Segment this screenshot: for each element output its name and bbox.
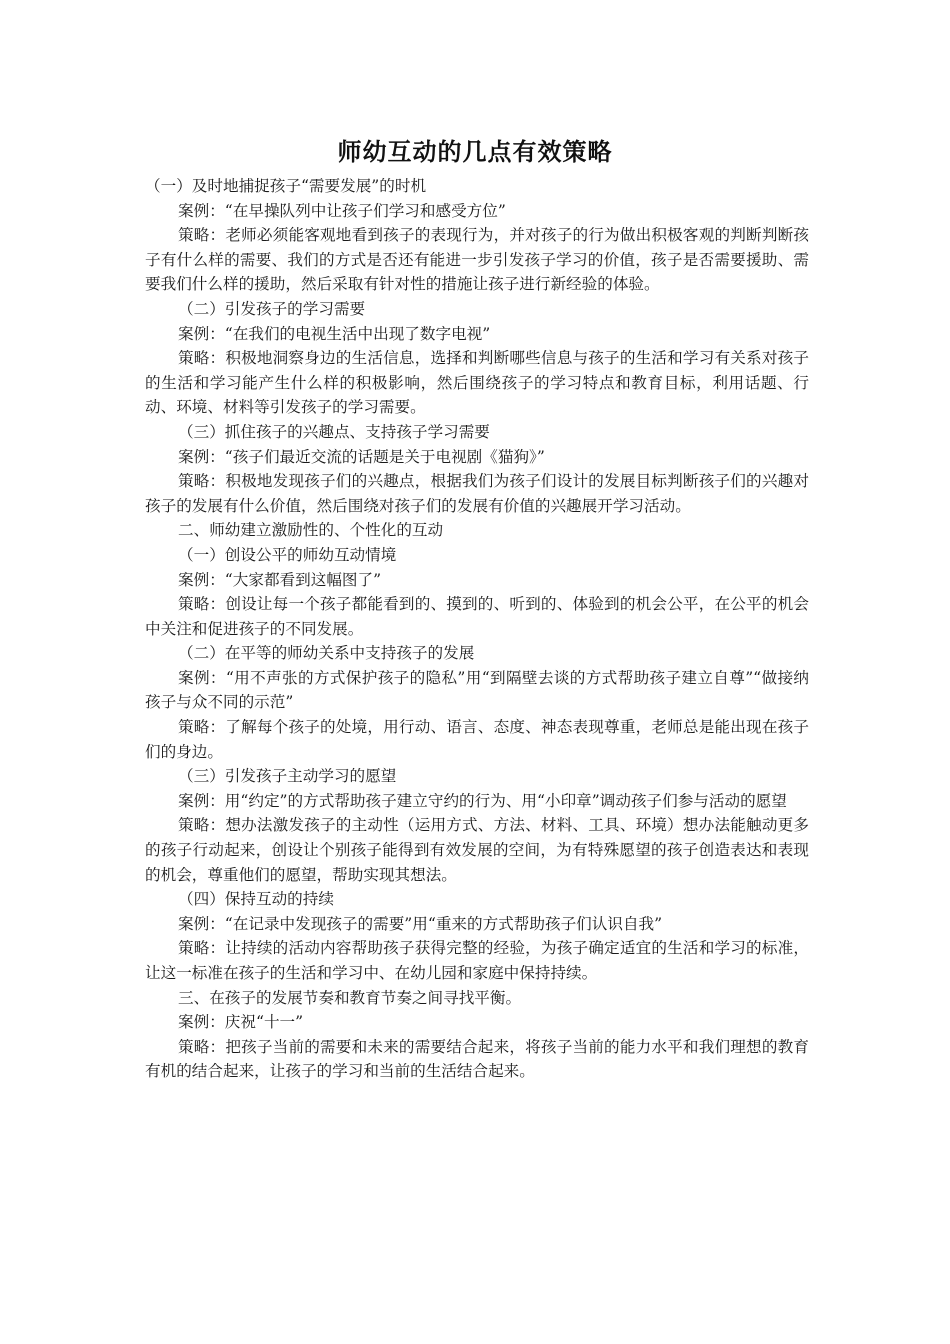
paragraph: 策略：让持续的活动内容帮助孩子获得完整的经验，为孩子确定适宜的生活和学习的标准，让这一标准在孩子的生活和学习中、在幼儿园和家庭中保持持续。 [145,939,809,982]
paragraph: 策略：创设让每一个孩子都能看到的、摸到的、听到的、体验到的机会公平，在公平的机会中关注和促进孩子的不同发展。 [145,595,809,638]
paragraph: 案例：“大家都看到这幅图了” [178,570,382,589]
paragraph: 策略：积极地发现孩子们的兴趣点，根据我们为孩子们设计的发展目标判断孩子们的兴趣对孩子的发展有什么价值，然后围绕对孩子们的发展有价值的兴趣展开学习活动。 [145,472,809,515]
paragraph: 策略：老师必须能客观地看到孩子的表现行为，并对孩子的行为做出积极客观的判断判断孩子有什么样的需要、我们的方式是否还有能进一步引发孩子学习的价值，孩子是否需要援助、需要我们什么样的援助，然后采取有针对性的措施让孩子进行新经验的体验。 [145,226,809,294]
paragraph: （三）抓住孩子的兴趣点、支持孩子学习需要 [178,422,490,441]
paragraph: （一）创设公平的师幼互动情境 [178,545,397,564]
paragraph: 策略：了解每个孩子的处境，用行动、语言、态度、神态表现尊重，老师总是能出现在孩子们的身边。 [145,718,809,761]
paragraph: （三）引发孩子主动学习的愿望 [178,767,397,786]
document-title: 师幼互动的几点有效策略 [337,137,613,166]
paragraph: 案例：“在我们的电视生活中出现了数字电视” [178,324,491,343]
paragraph: （二）引发孩子的学习需要 [178,299,366,318]
paragraph: （二）在平等的师幼关系中支持孩子的发展 [178,644,475,663]
paragraph: （一）及时地捕捉孩子“需要发展”的时机 [145,177,427,195]
paragraph: 案例：庆祝“十一” [178,1013,304,1032]
paragraph: 策略：把孩子当前的需要和未来的需要结合起来，将孩子当前的能力水平和我们理想的教育有机的结合起来，让孩子的学习和当前的生活结合起来。 [145,1037,809,1081]
paragraph: 二、师幼建立激励性的、个性化的互动 [178,521,444,540]
paragraph: 案例：“在早操队列中让孩子们学习和感受方位” [178,201,506,220]
paragraph: 案例：用“约定”的方式帮助孩子建立守约的行为、用“小印章”调动孩子们参与活动的愿望 [178,791,787,810]
document-body [145,174,809,1084]
paragraph: 案例：“孩子们最近交流的话题是关于电视剧《猫狗》” [178,447,545,466]
paragraph: （四）保持互动的持续 [178,890,334,909]
paragraph: 策略：积极地洞察身边的生活信息，选择和判断哪些信息与孩子的生活和学习有关系对孩子的生活和学习能产生什么样的积极影响，然后围绕孩子的学习特点和教育目标，利用话题、行动、环境、材料等引发孩子的学习需要。 [145,349,809,417]
paragraph: 案例：“用不声张的方式保护孩子的隐私”用“到隔壁去谈的方式帮助孩子建立自尊”“做接纳孩子与众不同的示范” [145,668,809,712]
paragraph: 三、在孩子的发展节奏和教育节奏之间寻找平衡。 [178,988,522,1007]
paragraph: 策略：想办法激发孩子的主动性（运用方式、方法、材料、工具、环境）想办法能触动更多的孩子行动起来，创设让个别孩子能得到有效发展的空间，为有特殊愿望的孩子创造表达和表现的机会，尊重他们的愿望，帮助实现其想法。 [145,816,809,884]
paragraph: 案例：“在记录中发现孩子的需要”用“重来的方式帮助孩子们认识自我” [178,914,663,933]
